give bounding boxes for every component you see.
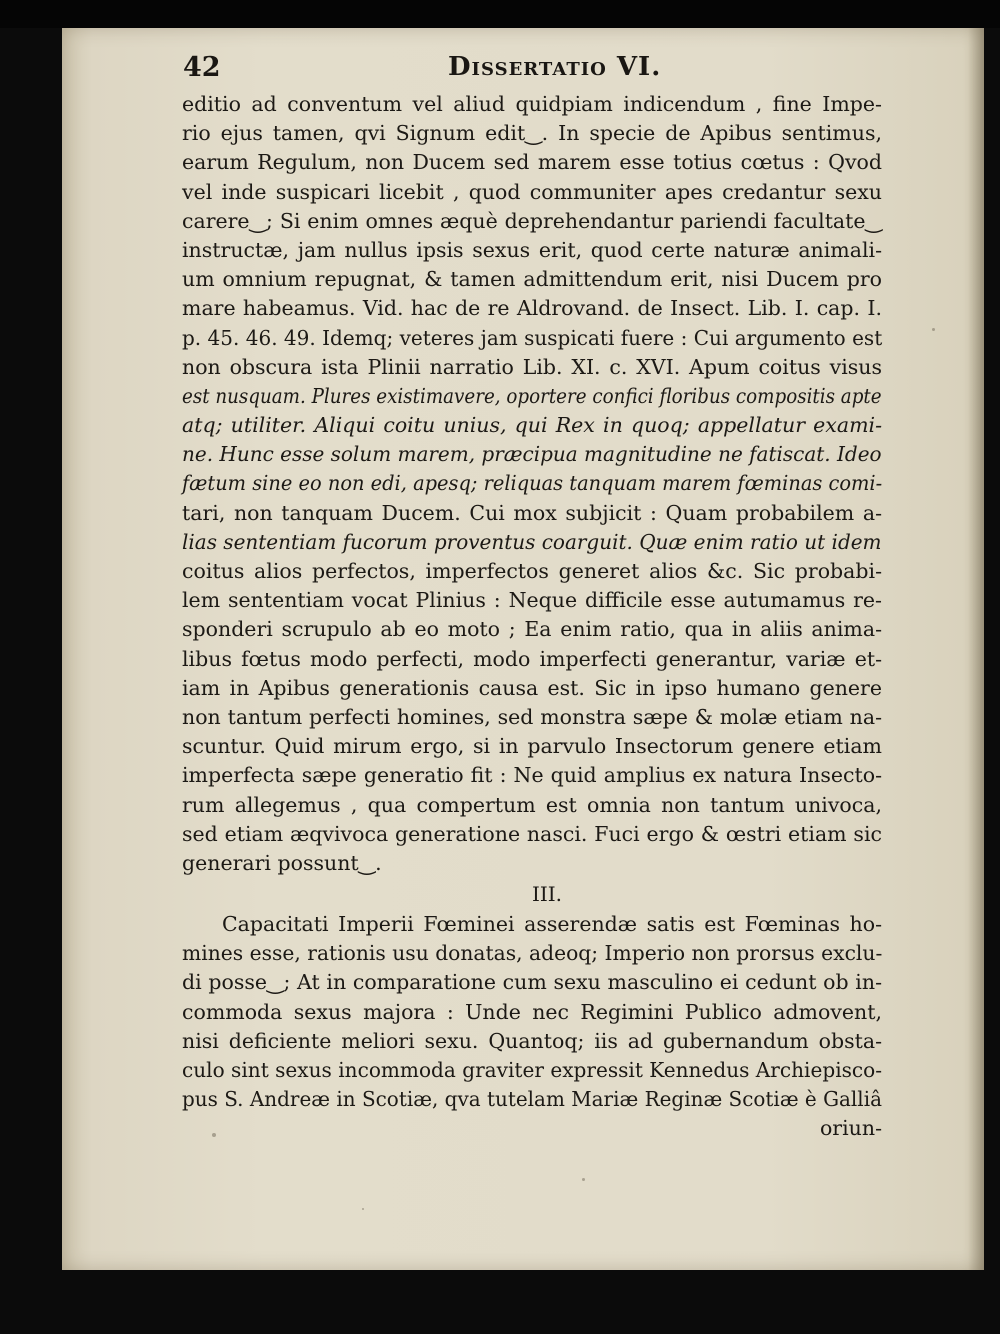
text-line: instructæ, jam nullus ipsis sexus erit, quod certe naturæ animali- <box>182 237 882 262</box>
text-line: mare habeamus. Vid. hac de re Aldrovand. de Insect. Lib. I. cap. I. <box>182 296 882 321</box>
text-line: scuntur. Quid mirum ergo, si in parvulo Insectorum genere etiam <box>182 734 882 759</box>
text-line: non tantum perfecti homines, sed monstra sæpe & molæ etiam na- <box>182 704 882 729</box>
text-line: vel inde suspicari licebit , quod communiter apes credantur sexu <box>182 179 882 204</box>
text-line: non obscura ista Plinii narratio Lib. XI. c. XVI. Apum coitus visus <box>182 354 882 379</box>
text-line: sed etiam æqvivoca generatione nasci. Fuci ergo & œstri etiam sic <box>182 821 882 846</box>
section-number: III. <box>531 882 563 907</box>
page-number: 42 <box>183 52 221 83</box>
text-line: culo sint sexus incommoda graviter expressit Kennedus Archiepisco- <box>182 1058 883 1082</box>
text-line: sponderi scrupulo ab eo moto ; Ea enim ratio, qua in aliis anima- <box>182 617 882 642</box>
text-line: atq; utiliter. Aliqui coitu unius, qui Rex in quoq; appellatur exami- <box>182 413 882 438</box>
text-line: coitus alios perfectos, imperfectos generet alios &c. Sic probabi- <box>182 559 882 583</box>
page-edge-shadow <box>968 28 984 1270</box>
text-line: lem sententiam vocat Plinius : Neque difficile esse autumamus re- <box>182 588 882 613</box>
scan-border <box>0 0 1000 28</box>
running-title: Dissertatio VI. <box>448 52 662 82</box>
text-line: rio ejus tamen, qvi Signum edit‿. In specie de Apibus sentimus, <box>182 121 882 146</box>
text-line: mines esse, rationis usu donatas, adeoq; Imperio non prorsus exclu- <box>182 941 883 966</box>
text-line: est nusquam. Plures existimavere, oportere confici floribus compositis apte <box>182 383 882 408</box>
text-line: lias sententiam fucorum proventus coarguit. Quæ enim ratio ut idem <box>182 529 882 554</box>
body-text <box>182 90 882 1144</box>
text-line: tari, non tanquam Ducem. Cui mox subjicit : Quam probabilem a- <box>182 500 882 525</box>
text-line: p. 45. 46. 49. Idemq; veteres jam suspicati fuere : Cui argumento est <box>182 325 883 350</box>
catchword: oriun- <box>819 1116 882 1141</box>
text-line: commoda sexus majora : Unde nec Regimini Publico admovent, <box>182 999 882 1024</box>
text-line: di posse‿; At in comparatione cum sexu masculino ei cedunt ob in- <box>182 970 882 995</box>
text-line: pus S. Andreæ in Scotiæ, qva tutelam Mariæ Reginæ Scotiæ è Galliâ <box>182 1087 882 1112</box>
text-line: rum allegemus , qua compertum est omnia non tantum univoca, <box>182 792 882 817</box>
text-line: ne. Hunc esse solum marem, præcipua magnitudine ne fatiscat. Ideo <box>182 442 882 467</box>
text-line: generari possunt‿. <box>182 850 382 875</box>
text-line: iam in Apibus generationis causa est. Sic in ipso humano genere <box>182 675 882 700</box>
text-line: imperfecta sæpe generatio fit : Ne quid amplius ex natura Insecto- <box>182 763 882 788</box>
text-line: fætum sine eo non edi, apesq; reliquas tanquam marem fœminas comi- <box>182 471 883 496</box>
running-head <box>183 52 843 92</box>
text-line: libus fœtus modo perfecti, modo imperfecti generantur, variæ et- <box>182 646 882 671</box>
text-line: nisi deficiente meliori sexu. Quantoq; iis ad gubernandum obsta- <box>182 1028 882 1053</box>
text-line: earum Regulum, non Ducem sed marem esse totius cœtus : Qvod <box>182 150 882 175</box>
text-line: um omnium repugnat, & tamen admittendum erit, nisi Ducem pro <box>182 267 882 292</box>
text-line: carere‿; Si enim omnes æquè deprehendantur pariendi facultate‿ <box>182 208 882 233</box>
text-line: Capacitati Imperii Fœminei asserendæ satis est Fœminas ho- <box>222 912 882 937</box>
text-line: editio ad conventum vel aliud quidpiam indicendum , fine Impe- <box>182 92 882 116</box>
